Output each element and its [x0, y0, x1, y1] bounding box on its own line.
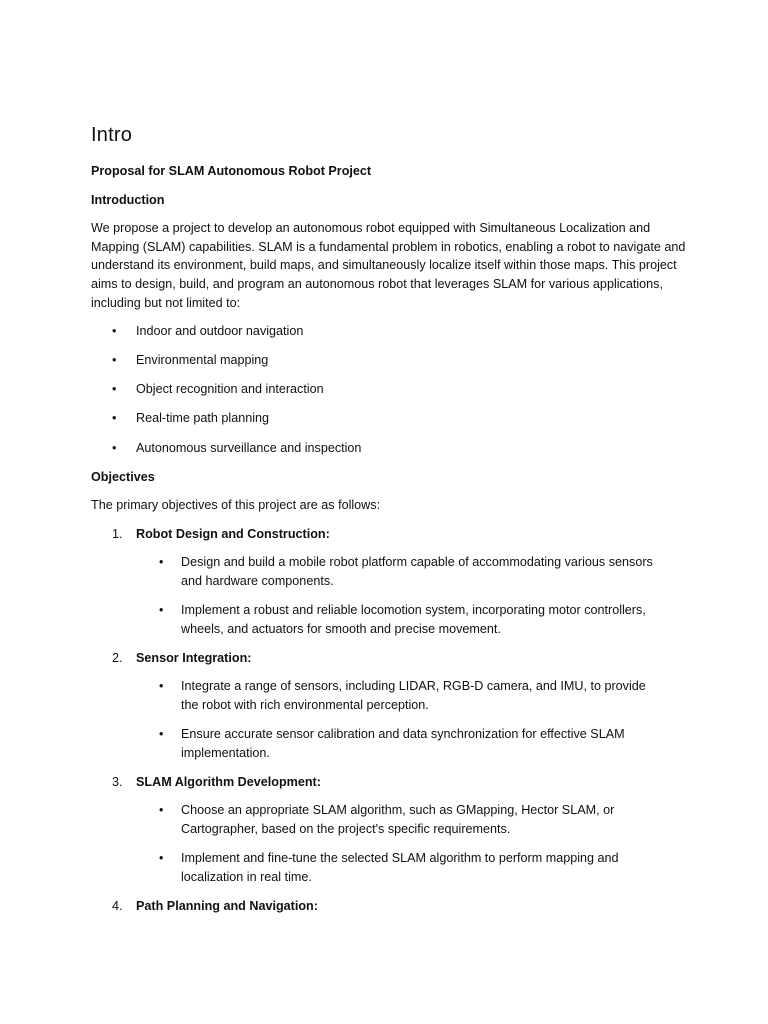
- document-title: Intro: [91, 124, 133, 146]
- objective-number: 2.: [112, 650, 123, 665]
- objectives-list: [91, 525, 691, 916]
- objective-item: [91, 897, 691, 916]
- objective-item: [91, 525, 691, 638]
- introduction-heading: Introduction: [91, 192, 165, 207]
- list-item: • Real-time path planning: [91, 409, 691, 428]
- objective-title: SLAM Algorithm Development:: [136, 774, 321, 789]
- objective-title: Robot Design and Construction:: [136, 526, 330, 541]
- objective-subitems: [91, 801, 691, 886]
- list-item: • Implement a robust and reliable locomotion system, incorporating motor controllers, wheels, and actuators for smooth and precise movement.: [91, 601, 661, 638]
- list-item: • Ensure accurate sensor calibration and data synchronization for effective SLAM implementation.: [91, 725, 661, 762]
- list-item: • Choose an appropriate SLAM algorithm, such as GMapping, Hector SLAM, or Cartographer, based on the project's specific requirements.: [91, 801, 661, 838]
- list-item: • Design and build a mobile robot platform capable of accommodating various sensors and hardware components.: [91, 553, 661, 590]
- list-item: • Object recognition and interaction: [91, 380, 691, 399]
- list-item: • Implement and fine-tune the selected SLAM algorithm to perform mapping and localization in real time.: [91, 849, 661, 886]
- objective-title: Sensor Integration:: [136, 650, 252, 665]
- introduction-paragraph: We propose a project to develop an autonomous robot equipped with Simultaneous Localization and Mapping (SLAM) capabilities. SLAM is a fundamental problem in robotics, enabling a robot to navigate and understand its environment, build maps, and simultaneously localize itself within those maps. This project aims to design, build, and program an autonomous robot that leverages SLAM for various applications, including but not limited to:: [91, 221, 686, 310]
- list-item: • Autonomous surveillance and inspection: [91, 439, 691, 458]
- objective-item: [91, 773, 691, 886]
- objective-title: Path Planning and Navigation:: [136, 898, 318, 913]
- applications-list: [91, 322, 691, 457]
- objective-number: 4.: [112, 898, 123, 913]
- objective-item: [91, 649, 691, 762]
- list-item: • Indoor and outdoor navigation: [91, 322, 691, 341]
- objective-subitems: [91, 553, 691, 638]
- proposal-heading: Proposal for SLAM Autonomous Robot Project: [91, 164, 372, 178]
- list-item: • Integrate a range of sensors, including LIDAR, RGB-D camera, and IMU, to provide the robot with rich environmental perception.: [91, 677, 661, 714]
- objective-number: 1.: [112, 526, 123, 541]
- list-item: • Environmental mapping: [91, 351, 691, 370]
- objective-subitems: [91, 677, 691, 762]
- objectives-intro: The primary objectives of this project are as follows:: [91, 498, 381, 513]
- document-page: [91, 122, 691, 925]
- objectives-heading: Objectives: [91, 469, 155, 484]
- objective-number: 3.: [112, 774, 123, 789]
